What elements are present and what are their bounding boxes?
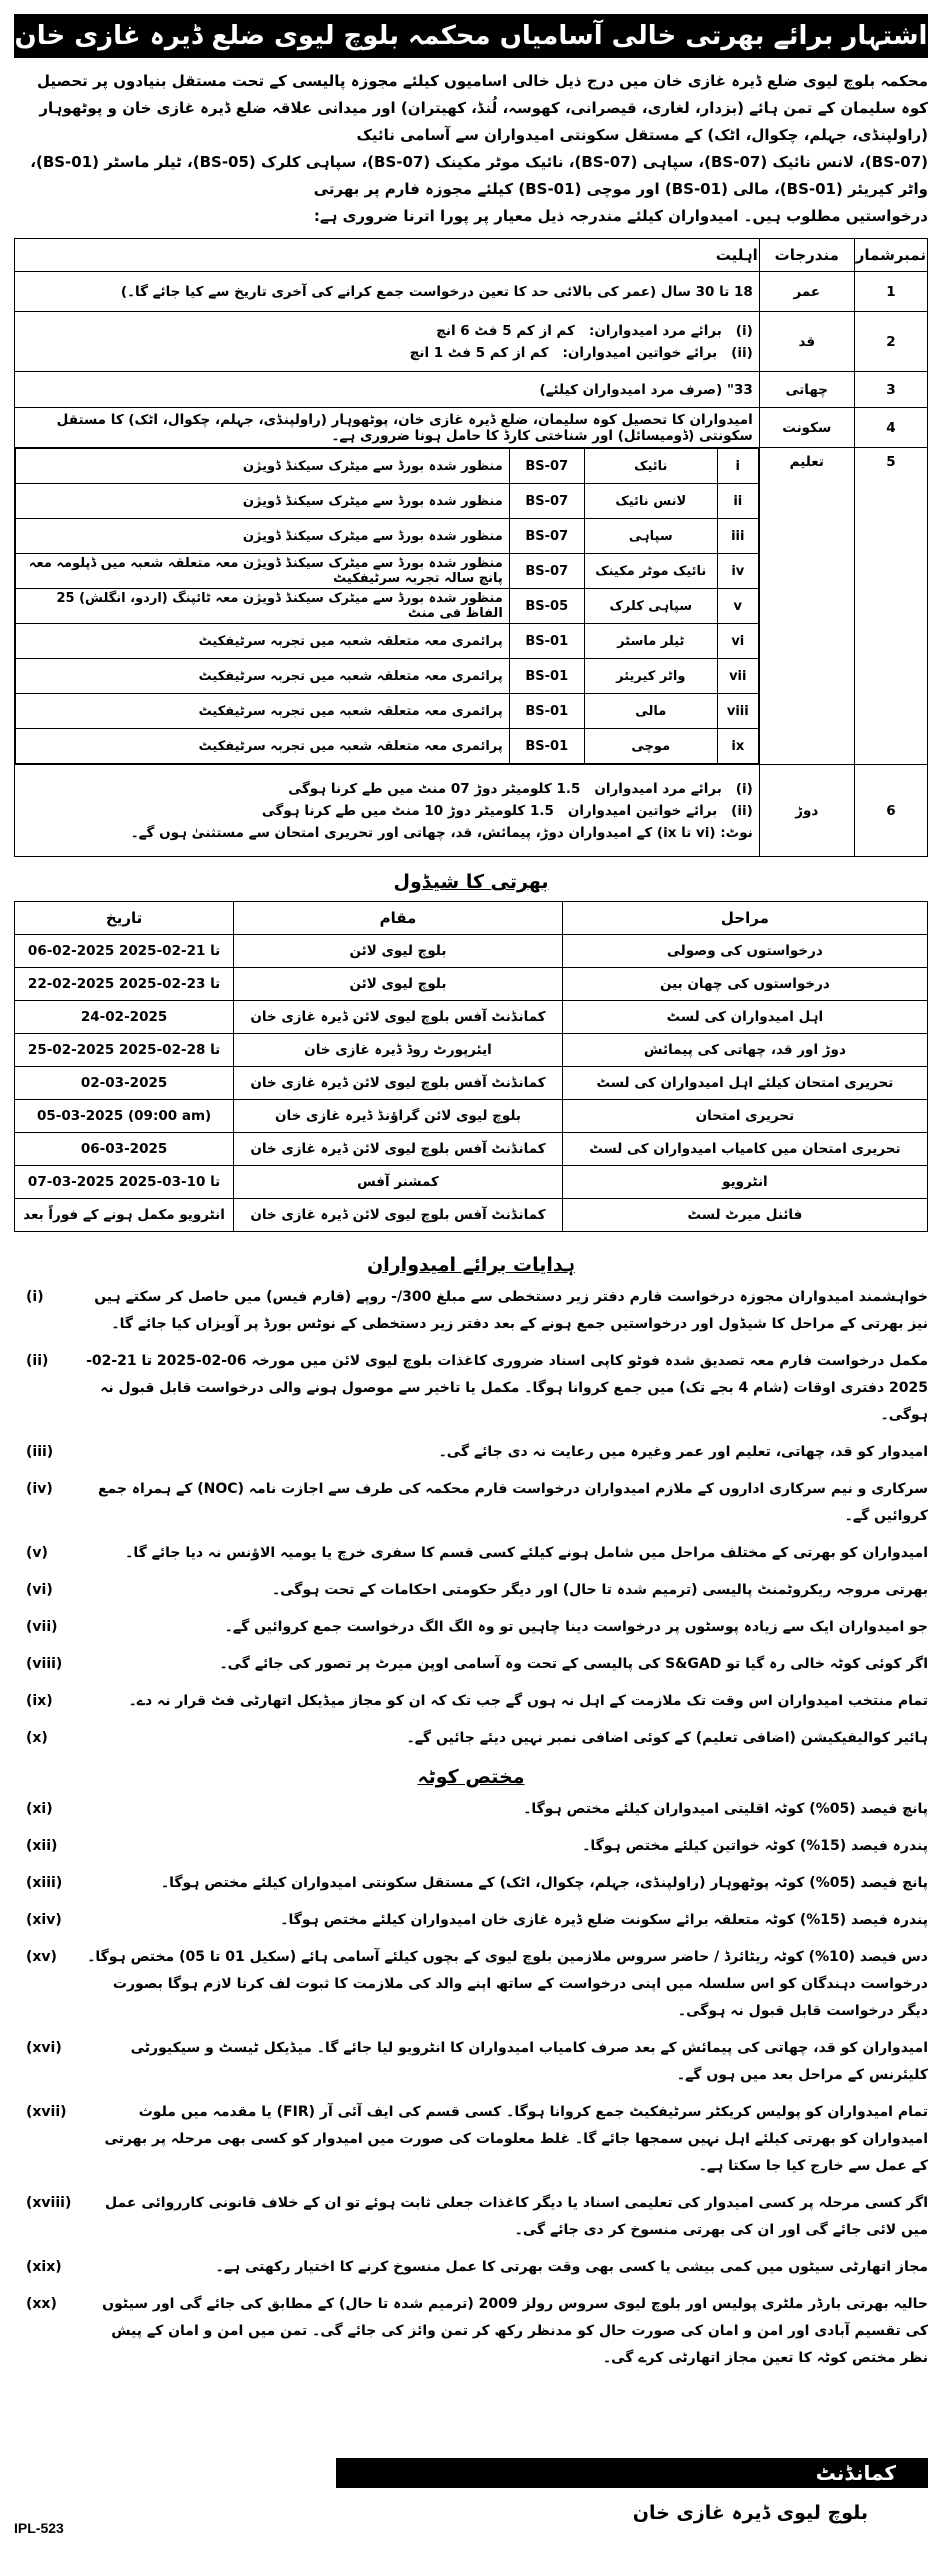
education-qualification: منظور شدہ بورڈ سے میٹرک سیکنڈ ڈویژن معہ ٹائپنگ (اردو، انگلش) 25 الفاظ فی منٹ — [16, 589, 510, 624]
education-scale: BS-07 — [509, 519, 584, 554]
schedule-place: بلوچ لیوی لائن — [234, 935, 563, 968]
education-scale: BS-07 — [509, 449, 584, 484]
education-row — [16, 484, 759, 519]
education-scale: BS-01 — [509, 694, 584, 729]
education-index: iv — [717, 554, 758, 589]
education-index: viii — [717, 694, 758, 729]
instruction-item — [14, 1944, 928, 2025]
item-index: (ii) — [731, 344, 753, 361]
instruction-text: اگر کوئی کوٹہ خالی رہ گیا تو S&GAD کی پالیسی کے تحت وہ آسامی اوپن میرٹ پر تصور کی جائے گی۔ — [219, 1656, 928, 1672]
instruction-number: (x) — [26, 1730, 48, 1746]
schedule-place: کمشنر آفس — [234, 1166, 563, 1199]
education-scale: BS-01 — [509, 659, 584, 694]
instruction-number: (i) — [26, 1289, 44, 1305]
item-index: (ii) — [731, 802, 753, 819]
education-post: موچی — [584, 729, 717, 764]
item-label: برائے مرد امیدواران: — [589, 322, 722, 339]
row-label: قد — [759, 312, 854, 372]
row-age — [15, 272, 928, 312]
education-post: سپاہی — [584, 519, 717, 554]
education-post: واٹر کیریئر — [584, 659, 717, 694]
intro-paragraph — [14, 68, 928, 230]
education-scale: BS-01 — [509, 624, 584, 659]
instruction-item — [14, 2099, 928, 2180]
schedule-stage: تحریری امتحان کیلئے اہل امیدواران کی لسٹ — [562, 1067, 927, 1100]
education-row — [16, 589, 759, 624]
schedule-place: بلوچ لیوی لائن گراؤنڈ ڈیرہ غازی خان — [234, 1100, 563, 1133]
intro-line-3: درخواستیں مطلوب ہیں۔ امیدواران کیلئے مندرجہ ذیل معیار پر پورا اترنا ضروری ہے: — [313, 207, 928, 225]
education-qualification: پرائمری معہ متعلقہ شعبہ میں تجربہ سرٹیفکیٹ — [16, 694, 510, 729]
instruction-text: امیدواران کو بھرتی کے مختلف مراحل میں شامل ہونے کیلئے کسی قسم کا سفری خرچ یا یومیہ الاؤنس نہ دیا جائے گا۔ — [125, 1545, 928, 1561]
education-index: i — [717, 449, 758, 484]
instruction-text: پندرہ فیصد (15%) کوٹہ خواتین کیلئے مختص ہوگا۔ — [582, 1838, 928, 1854]
instruction-number: (iii) — [26, 1444, 54, 1460]
education-index: vi — [717, 624, 758, 659]
col-date: تاریخ — [15, 902, 234, 935]
schedule-stage: تحریری امتحان — [562, 1100, 927, 1133]
row-number: 3 — [854, 372, 927, 408]
row-number: 4 — [854, 408, 927, 448]
instruction-item — [14, 1796, 928, 1823]
education-qualification: پرائمری معہ متعلقہ شعبہ میں تجربہ سرٹیفکیٹ — [16, 729, 510, 764]
row-run — [15, 765, 928, 857]
ad-reference: IPL-523 — [14, 2520, 64, 2536]
schedule-row — [15, 1100, 928, 1133]
schedule-header-row — [15, 902, 928, 935]
instructions-title: ہدایات برائے امیدواران — [367, 1254, 575, 1276]
instruction-text: مجاز اتھارٹی سیٹوں میں کمی بیشی یا کسی بھی وقت بھرتی کا عمل منسوخ کرنے کا اختیار رکھتی ہے۔ — [215, 2259, 928, 2275]
office-name: بلوچ لیوی ڈیرہ غازی خان — [632, 2502, 868, 2524]
education-qualification: منظور شدہ بورڈ سے میٹرک سیکنڈ ڈویژن معہ متعلقہ شعبہ میں ڈپلومہ معہ پانچ سالہ تجربہ سرٹیفکیٹ — [16, 554, 510, 589]
instruction-text: مکمل درخواست فارم معہ تصدیق شدہ فوٹو کاپی اسناد ضروری کاغذات بلوچ لیوی لائن میں مورخہ 06-02-2025 تا 21-02-2025 دفتری اوقات (شام 4 بجے تک) میں جمع کروانا ہوگا۔ مکمل یا تاخیر سے موصول ہونے والی درخواست قابل قبول نہ ہوگی۔ — [86, 1353, 928, 1423]
schedule-place: کمانڈنٹ آفس بلوچ لیوی لائن ڈیرہ غازی خان — [234, 1001, 563, 1034]
instruction-text: خواہشمند امیدواران مجوزہ درخواست فارم دفتر زیر دستخطی سے مبلغ 300/- روپے (فارم فیس) میں حاصل کر سکتے ہیں نیز بھرتی کے مراحل کا شیڈول اور درخواستیں جمع ہونے کے بعد دفتر زیر دستخطی کے نوٹس بورڈ پر آویزاں کیا جائے گا۔ — [94, 1289, 928, 1332]
instruction-item — [14, 2291, 928, 2372]
instruction-text: تمام منتخب امیدواران اس وقت تک ملازمت کے اہل نہ ہوں گے جب تک کہ ان کو مجاز میڈیکل اتھارٹی فٹ قرار نہ دے۔ — [128, 1693, 928, 1709]
education-post: مالی — [584, 694, 717, 729]
instruction-number: (viii) — [26, 1656, 63, 1672]
instruction-number: (iv) — [26, 1481, 53, 1497]
instruction-number: (xv) — [26, 1949, 57, 1965]
row-detail: 33" (صرف مرد امیدواران کیلئے) — [15, 372, 760, 408]
schedule-row — [15, 1166, 928, 1199]
instruction-number: (xi) — [26, 1801, 53, 1817]
instruction-item — [14, 1907, 928, 1934]
education-post: ٹیلر ماسٹر — [584, 624, 717, 659]
education-post: نائیک — [584, 449, 717, 484]
instruction-item — [14, 1439, 928, 1466]
item-value: 1.5 کلومیٹر دوڑ 10 منٹ میں طے کرنا ہوگی — [261, 802, 554, 819]
run-note: نوٹ: (vi تا ix) کے امیدواران دوڑ، پیمائش، قد، چھاتی اور تحریری امتحان سے مستثنیٰ ہوں گے۔ — [130, 824, 753, 841]
education-row — [16, 554, 759, 589]
instruction-item — [14, 1725, 928, 1752]
requirements-header-row — [15, 239, 928, 272]
row-domicile — [15, 408, 928, 448]
page-title: اشتہار برائے بھرتی خالی آسامیاں محکمہ بلوچ لیوی ضلع ڈیرہ غازی خان — [14, 14, 928, 58]
schedule-date: 06-03-2025 — [15, 1133, 234, 1166]
row-detail — [15, 765, 760, 857]
education-row — [16, 694, 759, 729]
col-stage: مراحل — [562, 902, 927, 935]
col-number: نمبرشمار — [854, 239, 927, 272]
instruction-text: امیدوار کو قد، چھاتی، تعلیم اور عمر وغیرہ میں رعایت نہ دی جائے گی۔ — [438, 1444, 928, 1460]
item-label: برائے خواتین امیدواران: — [562, 344, 718, 361]
item-value: کم از کم 5 فٹ 6 انچ — [436, 322, 575, 339]
schedule-row — [15, 968, 928, 1001]
schedule-row — [15, 1067, 928, 1100]
education-post: نائیک موٹر مکینک — [584, 554, 717, 589]
instruction-item — [14, 1540, 928, 1567]
instruction-text: اگر کسی مرحلہ پر کسی امیدوار کی تعلیمی اسناد یا دیگر کاغذات جعلی ثابت ہوئے تو ان کے خلاف قانونی کارروائی عمل میں لائی جائے گی اور ان کی بھرتی منسوخ کر دی جائے گی۔ — [105, 2195, 928, 2238]
schedule-date: 24-02-2025 — [15, 1001, 234, 1034]
instruction-item — [14, 2254, 928, 2281]
education-qualification: پرائمری معہ متعلقہ شعبہ میں تجربہ سرٹیفکیٹ — [16, 659, 510, 694]
row-label: چھاتی — [759, 372, 854, 408]
row-detail: 18 تا 30 سال (عمر کی بالائی حد کا تعین درخواست جمع کرانے کی آخری تاریخ سے کیا جائے گا۔) — [15, 272, 760, 312]
instruction-text: جو امیدواران ایک سے زیادہ پوسٹوں پر درخواست دینا چاہیں تو وہ الگ الگ درخواست جمع کروائیں گے۔ — [224, 1619, 928, 1635]
schedule-date: 07-03-2025 تا 10-03-2025 — [15, 1166, 234, 1199]
item-index: (i) — [735, 780, 753, 797]
schedule-row — [15, 1001, 928, 1034]
instruction-text: تمام امیدواران کو پولیس کریکٹر سرٹیفکیٹ جمع کروانا ہوگا۔ کسی قسم کی ایف آئی آر (FIR) یا مقدمہ میں ملوث امیدواران کو بھرتی کیلئے اہل نہیں سمجھا جائے گا۔ غلط معلومات کی صورت میں امیدوار کو کسی بھی مرحلہ پر بھرتی کے عمل سے خارج کیا جا سکتا ہے۔ — [104, 2104, 928, 2174]
quota-list — [14, 1796, 928, 2372]
item-label: برائے مرد امیدواران — [594, 780, 722, 797]
schedule-place: کمانڈنٹ آفس بلوچ لیوی لائن ڈیرہ غازی خان — [234, 1133, 563, 1166]
education-scale: BS-07 — [509, 554, 584, 589]
instruction-text: دس فیصد (10%) کوٹہ ریٹائرڈ / حاضر سروس ملازمین بلوچ لیوی کے بچوں کیلئے آسامی ہائے (سکیل 01 تا 05) مختص ہوگا۔ درخواست دہندگان کو اس سلسلہ میں اپنی درخواست کے ساتھ اپنے والد کی ملازمت کا ثبوت لف کرنا لازم ہوگا بصورت دیگر درخواست قابل قبول نہ ہوگی۔ — [87, 1949, 928, 2019]
education-row — [16, 729, 759, 764]
education-post: لانس نائیک — [584, 484, 717, 519]
instruction-number: (v) — [26, 1545, 48, 1561]
education-index: vii — [717, 659, 758, 694]
instruction-text: پانچ فیصد (05%) کوٹہ اقلیتی امیدواران کیلئے مختص ہوگا۔ — [523, 1801, 928, 1817]
instruction-number: (xix) — [26, 2259, 62, 2275]
schedule-place: کمانڈنٹ آفس بلوچ لیوی لائن ڈیرہ غازی خان — [234, 1067, 563, 1100]
instruction-number: (xii) — [26, 1838, 58, 1854]
item-index: (i) — [735, 322, 753, 339]
intro-line-2: (BS-07)، لانس نائیک (BS-07)، سپاہی (BS-07)، نائیک موٹر مکینک (BS-07)، سپاہی کلرک (BS-05)، ٹیلر ماسٹر (BS-01)، واٹر کیریئر (BS-01)، مالی (BS-01) اور موچی (BS-01) کیلئے مجوزہ فارم پر بھرتی — [30, 153, 928, 198]
row-number: 5 — [854, 448, 927, 765]
instruction-item — [14, 2190, 928, 2244]
row-label: دوڑ — [759, 765, 854, 857]
item-label: برائے خواتین امیدواران — [567, 802, 718, 819]
education-qualification: منظور شدہ بورڈ سے میٹرک سیکنڈ ڈویژن — [16, 519, 510, 554]
schedule-date: 06-02-2025 تا 21-02-2025 — [15, 935, 234, 968]
instruction-text: حالیہ بھرتی بارڈر ملٹری پولیس اور بلوچ لیوی سروس رولز 2009 (ترمیم شدہ تا حال) کے مطابق کی جائے گی اور سیٹوں کی تقسیم آبادی اور امن و امان کی صورت حال کو مدنظر رکھ کر تمن وائز کی جائے گی۔ تمن میں امن و امان کے پیش نظر مختص کوٹہ کا تعین مجاز اتھارٹی کرے گی۔ — [102, 2296, 928, 2366]
row-detail — [15, 448, 760, 765]
item-value: 1.5 کلومیٹر دوڑ 07 منٹ میں طے کرنا ہوگی — [288, 780, 581, 797]
education-index: iii — [717, 519, 758, 554]
col-detail: اہلیت — [15, 239, 760, 272]
education-qualification: منظور شدہ بورڈ سے میٹرک سیکنڈ ڈویژن — [16, 449, 510, 484]
row-label: عمر — [759, 272, 854, 312]
schedule-stage: درخواستوں کی وصولی — [562, 935, 927, 968]
row-detail: امیدواران کا تحصیل کوہ سلیمان، ضلع ڈیرہ غازی خان، پوٹھوہار (راولپنڈی، جہلم، چکوال، اٹک) کا مستقل سکونتی (ڈومیسائل) اور شناختی کارڈ کا حامل ہونا ضروری ہے۔ — [15, 408, 760, 448]
instruction-item — [14, 1284, 928, 1338]
row-education — [15, 448, 928, 765]
col-place: مقام — [234, 902, 563, 935]
instruction-text: بھرتی مروجہ ریکروٹمنٹ پالیسی (ترمیم شدہ تا حال) اور دیگر حکومتی احکامات کے تحت ہوگی۔ — [271, 1582, 928, 1598]
education-index: ii — [717, 484, 758, 519]
requirements-table — [14, 238, 928, 857]
schedule-date: انٹرویو مکمل ہونے کے فوراً بعد — [15, 1199, 234, 1232]
quota-title: مختص کوٹہ — [417, 1766, 525, 1788]
education-scale: BS-01 — [509, 729, 584, 764]
schedule-row — [15, 1133, 928, 1166]
row-number: 1 — [854, 272, 927, 312]
intro-line-1: محکمہ بلوچ لیوی ضلع ڈیرہ غازی خان میں درج ذیل خالی اسامیوں کیلئے مجوزہ پالیسی کے تحت مستقل بنیادوں پر تحصیل کوہ سلیمان کے تمن ہائے (بزدار، لغاری، قیصرانی، کھوسہ، لُنڈ، کھیتران) اور میدانی علاقہ ضلع ڈیرہ غازی خان و پوٹھوہار (راولپنڈی، جہلم، چکوال، اٹک) کے مستقل سکونتی امیدواران سے آسامی نائیک — [37, 72, 928, 144]
schedule-date: 02-03-2025 — [15, 1067, 234, 1100]
row-detail — [15, 312, 760, 372]
education-row — [16, 659, 759, 694]
instruction-text: پانچ فیصد (05%) کوٹہ پوٹھوہار (راولپنڈی، جہلم، چکوال، اٹک) کے مستقل سکونتی امیدواران کیلئے مختص ہوگا۔ — [160, 1875, 928, 1891]
education-scale: BS-07 — [509, 484, 584, 519]
instruction-number: (ii) — [26, 1353, 49, 1369]
education-index: ix — [717, 729, 758, 764]
instruction-number: (xiv) — [26, 1912, 62, 1928]
instruction-item — [14, 1614, 928, 1641]
row-label: سکونت — [759, 408, 854, 448]
schedule-place: کمانڈنٹ آفس بلوچ لیوی لائن ڈیرہ غازی خان — [234, 1199, 563, 1232]
schedule-table — [14, 901, 928, 1232]
item-value: کم از کم 5 فٹ 1 انچ — [409, 344, 549, 361]
schedule-stage: فائنل میرٹ لسٹ — [562, 1199, 927, 1232]
instruction-number: (xviii) — [26, 2195, 72, 2211]
instruction-text: سرکاری و نیم سرکاری اداروں کے ملازم امیدواران درخواست فارم محکمہ کی طرف سے اجازت نامہ (NOC) کے ہمراہ جمع کروائیں گے۔ — [97, 1481, 928, 1524]
instruction-number: (xiii) — [26, 1875, 63, 1891]
education-row — [16, 624, 759, 659]
instruction-text: امیدواران کو قد، چھاتی کی پیمائش کے بعد صرف کامیاب امیدواران کا انٹرویو لیا جائے گا۔ میڈیکل ٹیسٹ و سیکیورٹی کلیئرنس کے مراحل بعد میں ہوں گے۔ — [130, 2040, 928, 2083]
instruction-number: (ix) — [26, 1693, 53, 1709]
schedule-place: ایئرپورٹ روڈ ڈیرہ غازی خان — [234, 1034, 563, 1067]
footer — [14, 2440, 928, 2546]
instruction-text: ہائیر کوالیفیکیشن (اضافی تعلیم) کے کوئی اضافی نمبر نہیں دیئے جائیں گے۔ — [406, 1730, 928, 1746]
education-qualification: پرائمری معہ متعلقہ شعبہ میں تجربہ سرٹیفکیٹ — [16, 624, 510, 659]
instruction-item — [14, 1476, 928, 1530]
schedule-row — [15, 935, 928, 968]
education-row — [16, 449, 759, 484]
schedule-stage: درخواستوں کی چھان بین — [562, 968, 927, 1001]
education-qualification: منظور شدہ بورڈ سے میٹرک سیکنڈ ڈویژن — [16, 484, 510, 519]
schedule-date: 25-02-2025 تا 28-02-2025 — [15, 1034, 234, 1067]
instruction-number: (xx) — [26, 2296, 57, 2312]
row-label: تعلیم — [759, 448, 854, 765]
schedule-title: بھرتی کا شیڈول — [393, 871, 549, 893]
instruction-item — [14, 1577, 928, 1604]
row-height — [15, 312, 928, 372]
designation-bar: کمانڈنٹ — [336, 2458, 928, 2488]
schedule-row — [15, 1034, 928, 1067]
schedule-stage: تحریری امتحان میں کامیاب امیدواران کی لسٹ — [562, 1133, 927, 1166]
instruction-item — [14, 1651, 928, 1678]
row-chest — [15, 372, 928, 408]
education-row — [16, 519, 759, 554]
schedule-date: 22-02-2025 تا 23-02-2025 — [15, 968, 234, 1001]
instruction-item — [14, 1348, 928, 1429]
row-number: 2 — [854, 312, 927, 372]
education-scale: BS-05 — [509, 589, 584, 624]
education-index: v — [717, 589, 758, 624]
instruction-item — [14, 1833, 928, 1860]
schedule-stage: اہل امیدواران کی لسٹ — [562, 1001, 927, 1034]
instruction-number: (vi) — [26, 1582, 53, 1598]
instruction-item — [14, 1870, 928, 1897]
schedule-place: بلوچ لیوی لائن — [234, 968, 563, 1001]
instruction-number: (xvi) — [26, 2040, 62, 2056]
col-heading: مندرجات — [759, 239, 854, 272]
schedule-row — [15, 1199, 928, 1232]
schedule-stage: دوڑ اور قد، چھاتی کی پیمائش — [562, 1034, 927, 1067]
row-number: 6 — [854, 765, 927, 857]
instruction-number: (xvii) — [26, 2104, 67, 2120]
education-table — [15, 448, 759, 764]
instruction-text: پندرہ فیصد (15%) کوٹہ متعلقہ برائے سکونت ضلع ڈیرہ غازی خان امیدواران کیلئے مختص ہوگا۔ — [280, 1912, 928, 1928]
schedule-date: 05-03-2025 (09:00 am) — [15, 1100, 234, 1133]
instruction-item — [14, 1688, 928, 1715]
education-post: سپاہی کلرک — [584, 589, 717, 624]
instruction-number: (vii) — [26, 1619, 58, 1635]
schedule-stage: انٹرویو — [562, 1166, 927, 1199]
instructions-list — [14, 1284, 928, 1752]
instruction-item — [14, 2035, 928, 2089]
